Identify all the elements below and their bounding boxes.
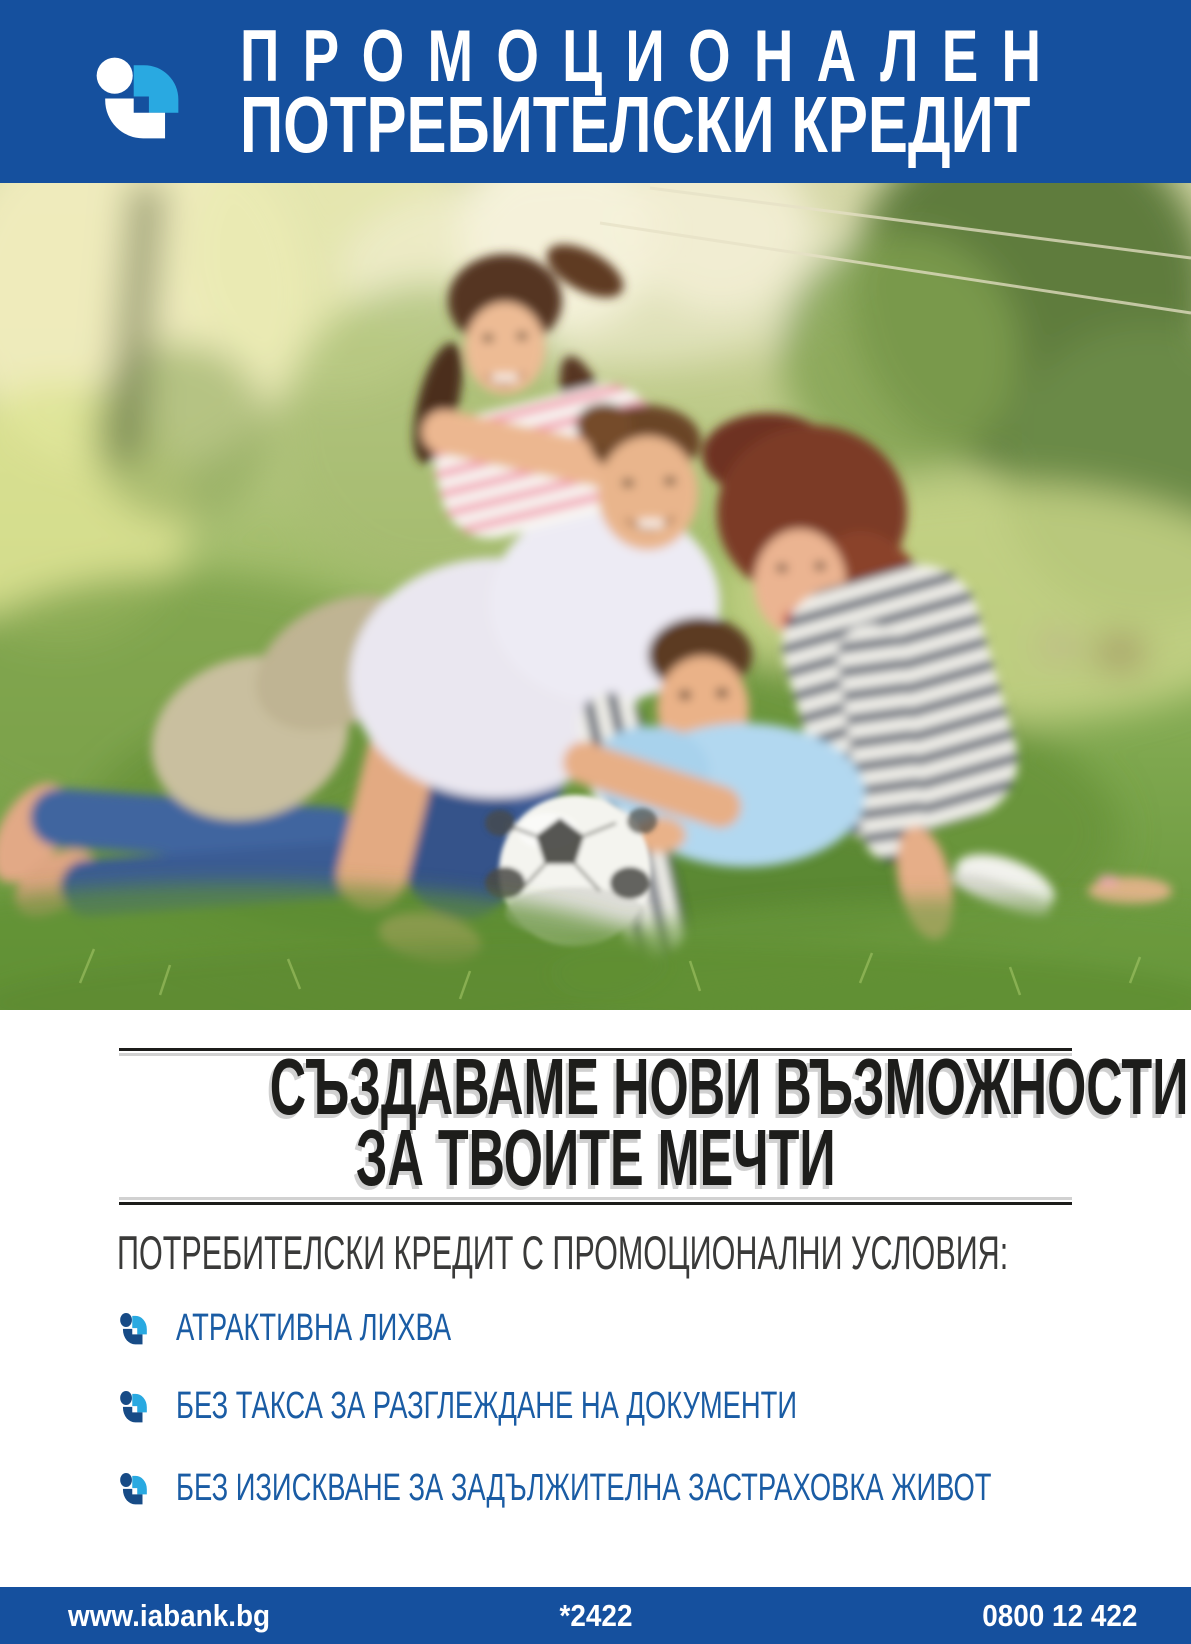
iabank-bullet-icon [118, 1310, 149, 1347]
iabank-bullet-icon [118, 1470, 149, 1507]
iabank-logo-icon [90, 50, 185, 145]
header-title-line2: ПОТРЕБИТЕЛСКИ КРЕДИТ [240, 80, 1031, 169]
benefit-label: БЕЗ ТАКСА ЗА РАЗГЛЕЖДАНЕ НА ДОКУМЕНТИ [176, 1385, 798, 1427]
headline-line1: СЪЗДАВАМЕ НОВИ ВЪЗМОЖНОСТИ [269, 1042, 1189, 1131]
footer-phone: 0800 12 422 [981, 1598, 1137, 1633]
header-banner [0, 0, 1191, 183]
benefit-label: АТРАКТИВНА ЛИХВА [176, 1307, 452, 1349]
iabank-bullet-icon [118, 1388, 149, 1425]
divider-bottom [119, 1202, 1072, 1205]
benefit-item [118, 1306, 558, 1350]
footer-website: www.iabank.bg [68, 1598, 271, 1633]
benefit-item [118, 1384, 1039, 1428]
benefit-label: БЕЗ ИЗИСКВАНЕ ЗА ЗАДЪЛЖИТЕЛНА ЗАСТРАХОВКА ЖИВОТ [176, 1467, 992, 1509]
headline-line2: ЗА ТВОИТЕ МЕЧТИ [355, 1113, 836, 1202]
family-photo [0, 183, 1191, 1010]
footer-bar [0, 1587, 1191, 1644]
offer-subheading: ПОТРЕБИТЕЛСКИ КРЕДИТ С ПРОМОЦИОНАЛНИ УСЛОВИЯ: [117, 1226, 1009, 1279]
benefit-item [118, 1466, 1191, 1510]
footer-short-number: *2422 [559, 1598, 632, 1633]
header-title-line1: ПРОМОЦИОНАЛЕН [240, 16, 1065, 97]
